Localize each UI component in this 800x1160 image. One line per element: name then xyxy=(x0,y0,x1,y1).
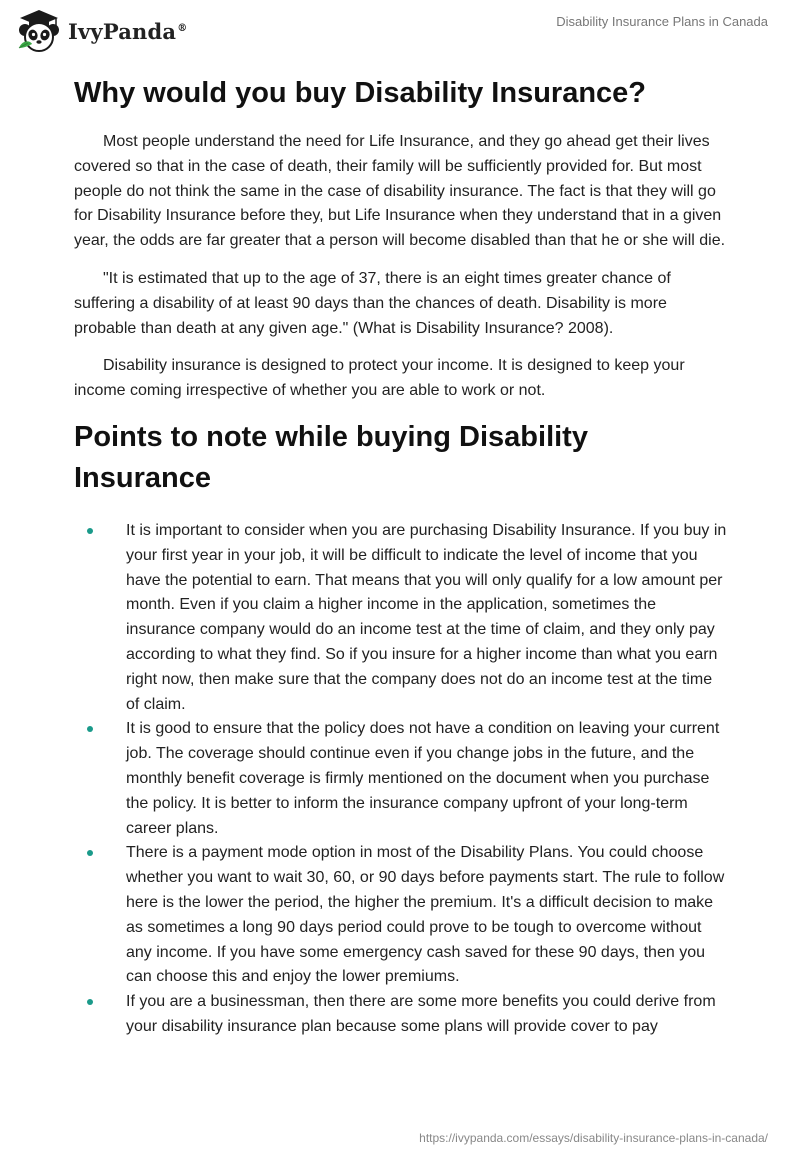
list-item xyxy=(74,717,728,841)
list-item-text: If you are a businessman, then there are some more benefits you could derive from your disability insurance plan because some plans will provide cover to pay xyxy=(126,993,716,1035)
list-item xyxy=(74,990,728,1040)
bullet-icon xyxy=(87,528,93,534)
bullet-icon xyxy=(87,999,93,1005)
paragraph: "It is estimated that up to the age of 37, there is an eight times greater chance of suffering a disability of at least 90 days than the chances of death. Disability is more probable than death at any given age." (What is Disability Insurance? 2008). xyxy=(74,269,671,337)
paragraph: Most people understand the need for Life Insurance, and they go ahead get their lives covered so that in the case of death, their family will be sufficiently provided for. But most people do not think the same in the case of disability insurance. The fact is that they will go for Disability Insurance before they, but Life Insurance when they understand that in a given year, the odds are far greater that a person will become disabled than that he or she will die. xyxy=(74,133,726,250)
panda-logo-icon xyxy=(16,8,62,54)
document-title: Disability Insurance Plans in Canada xyxy=(556,14,768,29)
list-item-text: There is a payment mode option in most of the Disability Plans. You could choose whether you want to wait 30, 60, or 90 days before payments start. The rule to follow here is the lower the period, the higher the premium. It's a difficult decision to make as sometimes a long 90 days period could prove to be tough to overcome without any income. If you have some emergency cash saved for these 90 days, then you can choose this and enjoy the lower premiums. xyxy=(126,844,725,986)
list-item xyxy=(74,841,728,990)
paragraph: Disability insurance is designed to protect your income. It is designed to keep your income coming irrespective of whether you are able to work or not. xyxy=(74,357,685,400)
article-body xyxy=(74,70,728,1040)
list-item-text: It is important to consider when you are purchasing Disability Insurance. If you buy in your first year in your job, it will be difficult to indicate the level of income that you have the potential to earn. That means that you will only qualify for a low amount per month. Even if you claim a higher income in the application, sometimes the insurance company would do an income test at the time of claim, and they only pay according to what they find. So if you insure for a higher income than what you earn right now, then make sure that the company does not do an income test at the time of claim. xyxy=(126,521,727,713)
section-heading: Points to note while buying Disability Insurance xyxy=(74,420,588,494)
section-heading: Why would you buy Disability Insurance? xyxy=(74,77,647,109)
source-url[interactable]: https://ivypanda.com/essays/disability-insurance-plans-in-canada/ xyxy=(419,1131,768,1145)
ivypanda-logo[interactable] xyxy=(16,8,187,54)
bullet-icon xyxy=(87,726,93,732)
bullet-icon xyxy=(87,850,93,856)
page-header xyxy=(0,0,800,62)
logo-wordmark: IvyPanda® xyxy=(68,18,188,44)
list-item xyxy=(74,519,728,717)
bullet-list xyxy=(74,519,728,1040)
list-item-text: It is good to ensure that the policy does not have a condition on leaving your current job. The coverage should continue even if you change jobs in the future, and the monthly benefit coverage is firmly mentioned on the document when you purchase the policy. It is better to inform the insurance company upfront of your long-term career plans. xyxy=(126,720,720,837)
